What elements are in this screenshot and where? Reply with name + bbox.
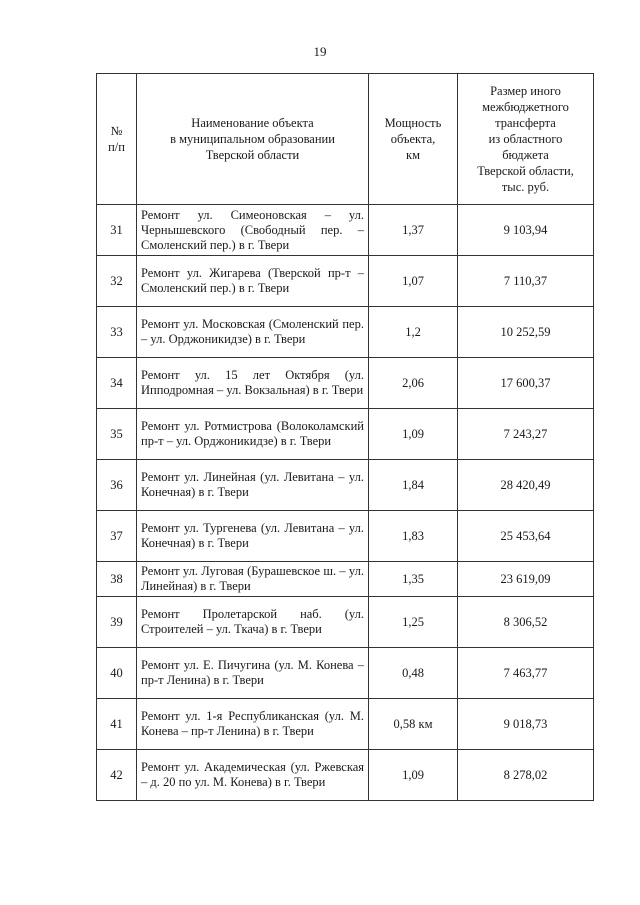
- transfer-amount: 10 252,59: [458, 307, 594, 358]
- object-name: Ремонт ул. Тургенева (ул. Левитана – ул. Конечная) в г. Твери: [137, 511, 369, 562]
- row-number: 41: [97, 699, 137, 750]
- object-name: Ремонт ул. Луговая (Бурашевское ш. – ул. Линейная) в г. Твери: [137, 562, 369, 597]
- header-transfer-amount: Размер иного межбюджетного трансферта из областного бюджета Тверской области, тыс. руб.: [458, 74, 594, 205]
- header-capacity: Мощность объекта, км: [369, 74, 458, 205]
- transfer-amount: 17 600,37: [458, 358, 594, 409]
- table-row: [97, 699, 594, 750]
- object-capacity: 1,2: [369, 307, 458, 358]
- object-name: Ремонт ул. 1-я Республиканская (ул. М. Конева – пр-т Ленина) в г. Твери: [137, 699, 369, 750]
- object-name: Ремонт ул. Академическая (ул. Ржевская – д. 20 по ул. М. Конева) в г. Твери: [137, 750, 369, 801]
- header-object-name: Наименование объекта в муниципальном образовании Тверской области: [137, 74, 369, 205]
- transfer-amount: 9 103,94: [458, 205, 594, 256]
- row-number: 33: [97, 307, 137, 358]
- object-name: Ремонт ул. Ротмистрова (Волоколамский пр-т – ул. Орджоникидзе) в г. Твери: [137, 409, 369, 460]
- table-header-row: [97, 74, 594, 205]
- object-capacity: 1,37: [369, 205, 458, 256]
- row-number: 31: [97, 205, 137, 256]
- object-name: Ремонт Пролетарской наб. (ул. Строителей – ул. Ткача) в г. Твери: [137, 597, 369, 648]
- table-row: [97, 511, 594, 562]
- table-row: [97, 648, 594, 699]
- table-row: [97, 562, 594, 597]
- row-number: 39: [97, 597, 137, 648]
- table-row: [97, 358, 594, 409]
- object-capacity: 1,25: [369, 597, 458, 648]
- transfer-amount: 7 110,37: [458, 256, 594, 307]
- row-number: 35: [97, 409, 137, 460]
- object-name: Ремонт ул. Жигарева (Тверской пр-т – Смоленский пер.) в г. Твери: [137, 256, 369, 307]
- table-row: [97, 256, 594, 307]
- object-capacity: 2,06: [369, 358, 458, 409]
- object-capacity: 0,48: [369, 648, 458, 699]
- transfer-amount: 25 453,64: [458, 511, 594, 562]
- object-name: Ремонт ул. Симеоновская – ул. Чернышевского (Свободный пер. – Смоленский пер.) в г. Твери: [137, 205, 369, 256]
- object-capacity: 1,83: [369, 511, 458, 562]
- table-row: [97, 307, 594, 358]
- table-row: [97, 597, 594, 648]
- row-number: 38: [97, 562, 137, 597]
- object-capacity: 1,09: [369, 409, 458, 460]
- object-capacity: 1,09: [369, 750, 458, 801]
- transfer-amount: 23 619,09: [458, 562, 594, 597]
- row-number: 36: [97, 460, 137, 511]
- header-number: № п/п: [97, 74, 137, 205]
- transfer-amount: 7 463,77: [458, 648, 594, 699]
- page-number: 19: [313, 44, 327, 59]
- transfer-amount: 8 306,52: [458, 597, 594, 648]
- object-name: Ремонт ул. Линейная (ул. Левитана – ул. Конечная) в г. Твери: [137, 460, 369, 511]
- objects-table: [96, 73, 594, 801]
- object-capacity: 1,07: [369, 256, 458, 307]
- transfer-amount: 7 243,27: [458, 409, 594, 460]
- table-row: [97, 205, 594, 256]
- object-capacity: 1,84: [369, 460, 458, 511]
- table-row: [97, 460, 594, 511]
- object-capacity: 1,35: [369, 562, 458, 597]
- row-number: 40: [97, 648, 137, 699]
- transfer-amount: 9 018,73: [458, 699, 594, 750]
- object-name: Ремонт ул. Московская (Смоленский пер. – ул. Орджоникидзе) в г. Твери: [137, 307, 369, 358]
- object-name: Ремонт ул. 15 лет Октября (ул. Ипподромная – ул. Вокзальная) в г. Твери: [137, 358, 369, 409]
- row-number: 37: [97, 511, 137, 562]
- row-number: 32: [97, 256, 137, 307]
- object-capacity: 0,58 км: [369, 699, 458, 750]
- table-row: [97, 750, 594, 801]
- row-number: 42: [97, 750, 137, 801]
- transfer-amount: 28 420,49: [458, 460, 594, 511]
- transfer-amount: 8 278,02: [458, 750, 594, 801]
- table-row: [97, 409, 594, 460]
- object-name: Ремонт ул. Е. Пичугина (ул. М. Конева – пр-т Ленина) в г. Твери: [137, 648, 369, 699]
- row-number: 34: [97, 358, 137, 409]
